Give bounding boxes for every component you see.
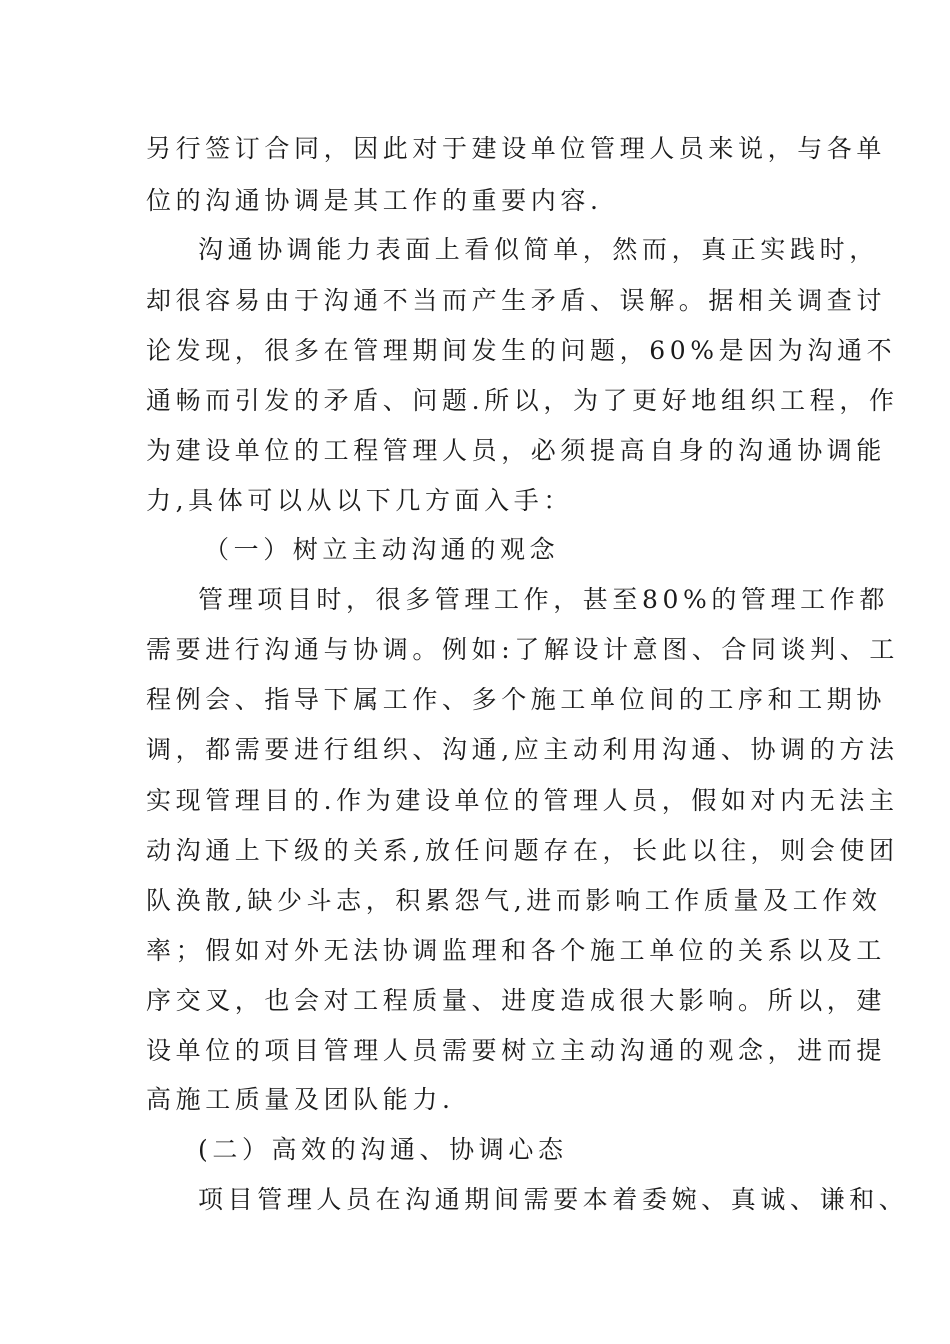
paragraph-line: 设单位的项目管理人员需要树立主动沟通的观念，进而提 <box>146 1036 887 1065</box>
paragraph-line: 却很容易由于沟通不当而产生矛盾、误解。据相关调查讨 <box>146 286 887 315</box>
paragraph-line: 项目管理人员在沟通期间需要本着委婉、真诚、谦和、 <box>198 1185 909 1214</box>
paragraph-line: 队涣散,缺少斗志，积累怨气,进而影响工作质量及工作效 <box>146 886 882 915</box>
paragraph-line: 位的沟通协调是其工作的重要内容. <box>146 186 603 215</box>
paragraph-line: 力,具体可以从以下几方面入手： <box>146 486 573 515</box>
paragraph-line: 论发现，很多在管理期间发生的问题，60%是因为沟通不 <box>146 336 897 365</box>
paragraph-line: 程例会、指导下属工作、多个施工单位间的工序和工期协 <box>146 685 887 714</box>
paragraph-line: 需要进行沟通与协调。例如:了解设计意图、合同谈判、工 <box>146 635 900 664</box>
paragraph-line: 调，都需要进行组织、沟通,应主动利用沟通、协调的方法 <box>146 735 899 764</box>
paragraph-line: 动沟通上下级的关系,放任问题存在，长此以往，则会使团 <box>146 836 899 865</box>
paragraph-line: 实现管理目的.作为建设单位的管理人员，假如对内无法主 <box>146 786 899 815</box>
paragraph-line: 序交叉，也会对工程质量、进度造成很大影响。所以，建 <box>146 986 887 1015</box>
paragraph-line: 为建设单位的工程管理人员，必须提高自身的沟通协调能 <box>146 436 887 465</box>
section-heading-2: (二）高效的沟通、协调心态 <box>198 1135 568 1164</box>
paragraph-line: 率；假如对外无法协调监理和各个施工单位的关系以及工 <box>146 936 887 965</box>
paragraph-line: 沟通协调能力表面上看似简单，然而，真正实践时， <box>198 235 879 264</box>
paragraph-line: 另行签订合同，因此对于建设单位管理人员来说，与各单 <box>146 134 887 163</box>
paragraph-line: 管理项目时，很多管理工作，甚至80%的管理工作都 <box>198 585 889 614</box>
paragraph-line: 通畅而引发的矛盾、问题.所以，为了更好地组织工程，作 <box>146 386 899 415</box>
paragraph-line: 高施工质量及团队能力. <box>146 1085 455 1114</box>
section-heading-1: （一）树立主动沟通的观念 <box>204 535 560 564</box>
